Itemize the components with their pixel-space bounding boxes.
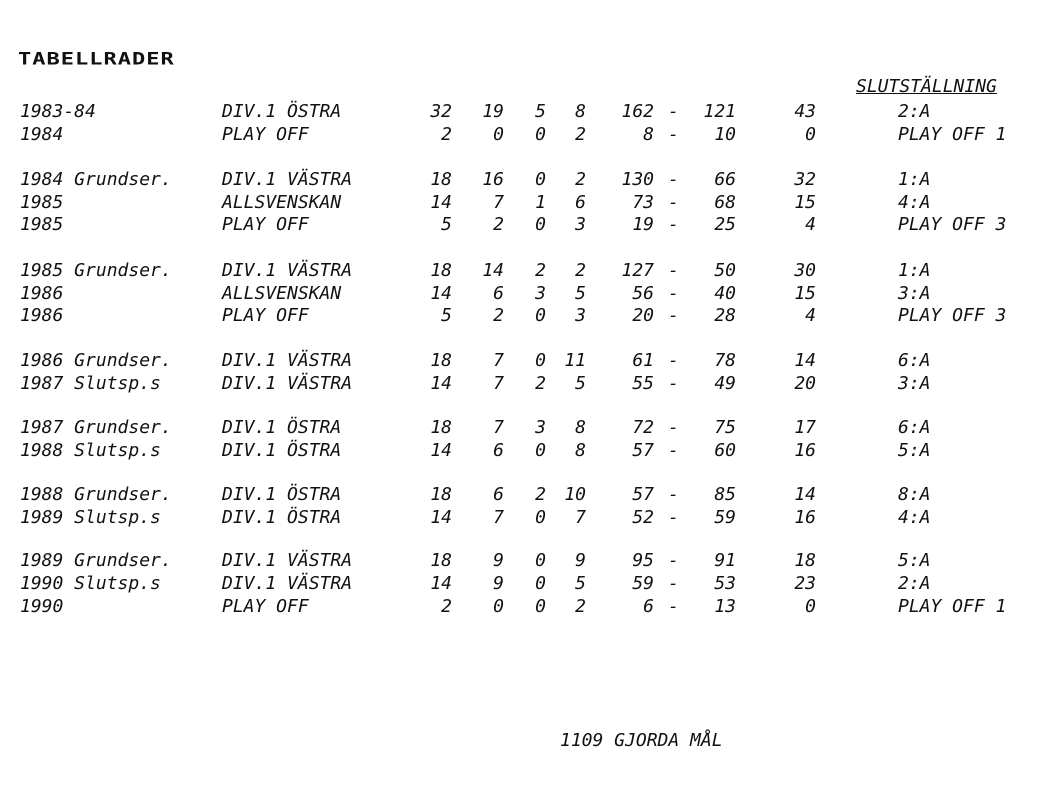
wins: 7 bbox=[493, 507, 504, 528]
wins: 7 bbox=[493, 192, 504, 213]
goals-against: 13 bbox=[714, 596, 736, 617]
table-row bbox=[0, 305, 1053, 327]
goals-for: 127 bbox=[621, 260, 654, 281]
games-played: 14 bbox=[430, 507, 452, 528]
table-row bbox=[0, 169, 1053, 191]
goal-separator: - bbox=[668, 417, 679, 438]
games-played: 14 bbox=[430, 573, 452, 594]
final-position: PLAY OFF 3 bbox=[898, 214, 1007, 235]
games-played: 14 bbox=[430, 283, 452, 304]
losses: 2 bbox=[575, 596, 586, 617]
goal-separator: - bbox=[668, 101, 679, 122]
goals-for: 57 bbox=[632, 484, 654, 505]
draws: 3 bbox=[535, 417, 546, 438]
points: 14 bbox=[794, 484, 816, 505]
goals-against: 25 bbox=[714, 214, 736, 235]
goals-against: 78 bbox=[714, 350, 736, 371]
final-position: 6:A bbox=[898, 417, 931, 438]
division-name: DIV.1 VÄSTRA bbox=[222, 373, 353, 394]
goals-for: 52 bbox=[632, 507, 654, 528]
games-played: 18 bbox=[430, 417, 452, 438]
table-row bbox=[0, 260, 1053, 282]
goals-for: 57 bbox=[632, 440, 654, 461]
final-position: 4:A bbox=[898, 507, 931, 528]
wins: 9 bbox=[493, 573, 504, 594]
table-row bbox=[0, 101, 1053, 123]
season-label: 1986 bbox=[20, 305, 64, 326]
final-position: 1:A bbox=[898, 260, 931, 281]
division-name: ALLSVENSKAN bbox=[222, 192, 342, 213]
wins: 7 bbox=[493, 350, 504, 371]
goals-against: 59 bbox=[714, 507, 736, 528]
points: 14 bbox=[794, 350, 816, 371]
goals-against: 85 bbox=[714, 484, 736, 505]
table-row bbox=[0, 192, 1053, 214]
goals-for: 95 bbox=[632, 550, 654, 571]
goals-against: 75 bbox=[714, 417, 736, 438]
goals-for: 55 bbox=[632, 373, 654, 394]
goals-for: 162 bbox=[621, 101, 654, 122]
division-name: DIV.1 ÖSTRA bbox=[222, 417, 342, 438]
games-played: 18 bbox=[430, 260, 452, 281]
goals-total: 1109 GJORDA MÅL bbox=[560, 730, 723, 751]
losses: 8 bbox=[575, 440, 586, 461]
draws: 2 bbox=[535, 484, 546, 505]
goals-against: 121 bbox=[703, 101, 736, 122]
losses: 8 bbox=[575, 101, 586, 122]
goals-against: 66 bbox=[714, 169, 736, 190]
season-label: 1990 Slutsp.s bbox=[20, 573, 161, 594]
wins: 16 bbox=[482, 169, 504, 190]
season-label: 1985 bbox=[20, 214, 64, 235]
draws: 0 bbox=[535, 550, 546, 571]
draws: 0 bbox=[535, 169, 546, 190]
wins: 0 bbox=[493, 596, 504, 617]
games-played: 2 bbox=[441, 596, 452, 617]
division-name: DIV.1 ÖSTRA bbox=[222, 484, 342, 505]
losses: 6 bbox=[575, 192, 586, 213]
final-position: 5:A bbox=[898, 440, 931, 461]
table-row bbox=[0, 350, 1053, 372]
table-row bbox=[0, 440, 1053, 462]
points: 30 bbox=[794, 260, 816, 281]
wins: 0 bbox=[493, 124, 504, 145]
final-position: PLAY OFF 1 bbox=[898, 124, 1007, 145]
draws: 2 bbox=[535, 373, 546, 394]
points: 4 bbox=[805, 305, 816, 326]
season-label: 1988 Grundser. bbox=[20, 484, 172, 505]
losses: 5 bbox=[575, 283, 586, 304]
points: 32 bbox=[794, 169, 816, 190]
season-label: 1990 bbox=[20, 596, 64, 617]
table-row bbox=[0, 596, 1053, 618]
points: 15 bbox=[794, 192, 816, 213]
division-name: PLAY OFF bbox=[222, 124, 309, 145]
games-played: 14 bbox=[430, 440, 452, 461]
goals-against: 68 bbox=[714, 192, 736, 213]
page-title: TABELLRADER bbox=[18, 50, 175, 69]
losses: 11 bbox=[564, 350, 586, 371]
wins: 6 bbox=[493, 484, 504, 505]
goal-separator: - bbox=[668, 550, 679, 571]
final-position: 2:A bbox=[898, 101, 931, 122]
points: 4 bbox=[805, 214, 816, 235]
goals-against: 50 bbox=[714, 260, 736, 281]
final-position: 8:A bbox=[898, 484, 931, 505]
draws: 3 bbox=[535, 283, 546, 304]
losses: 10 bbox=[564, 484, 586, 505]
division-name: DIV.1 ÖSTRA bbox=[222, 440, 342, 461]
final-position: 2:A bbox=[898, 573, 931, 594]
table-row bbox=[0, 507, 1053, 529]
final-position-header: SLUTSTÄLLNING bbox=[856, 76, 997, 97]
losses: 5 bbox=[575, 373, 586, 394]
losses: 7 bbox=[575, 507, 586, 528]
wins: 14 bbox=[482, 260, 504, 281]
season-label: 1983-84 bbox=[20, 101, 96, 122]
goal-separator: - bbox=[668, 192, 679, 213]
goals-for: 20 bbox=[632, 305, 654, 326]
draws: 0 bbox=[535, 507, 546, 528]
games-played: 5 bbox=[441, 214, 452, 235]
games-played: 32 bbox=[430, 101, 452, 122]
goals-against: 49 bbox=[714, 373, 736, 394]
games-played: 18 bbox=[430, 350, 452, 371]
final-position: 5:A bbox=[898, 550, 931, 571]
goal-separator: - bbox=[668, 260, 679, 281]
final-position: PLAY OFF 3 bbox=[898, 305, 1007, 326]
wins: 19 bbox=[482, 101, 504, 122]
wins: 2 bbox=[493, 305, 504, 326]
goals-against: 10 bbox=[714, 124, 736, 145]
season-label: 1985 bbox=[20, 192, 64, 213]
season-label: 1986 bbox=[20, 283, 64, 304]
goal-separator: - bbox=[668, 214, 679, 235]
division-name: DIV.1 VÄSTRA bbox=[222, 573, 353, 594]
goals-for: 61 bbox=[632, 350, 654, 371]
games-played: 18 bbox=[430, 550, 452, 571]
table-row bbox=[0, 373, 1053, 395]
table-row bbox=[0, 573, 1053, 595]
goals-against: 60 bbox=[714, 440, 736, 461]
season-label: 1984 Grundser. bbox=[20, 169, 172, 190]
table-row bbox=[0, 214, 1053, 236]
goals-for: 59 bbox=[632, 573, 654, 594]
table-row bbox=[0, 283, 1053, 305]
goals-against: 28 bbox=[714, 305, 736, 326]
points: 43 bbox=[794, 101, 816, 122]
goal-separator: - bbox=[668, 573, 679, 594]
goals-against: 53 bbox=[714, 573, 736, 594]
division-name: DIV.1 ÖSTRA bbox=[222, 507, 342, 528]
table-row bbox=[0, 550, 1053, 572]
points: 20 bbox=[794, 373, 816, 394]
points: 17 bbox=[794, 417, 816, 438]
goals-against: 91 bbox=[714, 550, 736, 571]
season-label: 1988 Slutsp.s bbox=[20, 440, 161, 461]
goals-for: 6 bbox=[643, 596, 654, 617]
goal-separator: - bbox=[668, 124, 679, 145]
points: 23 bbox=[794, 573, 816, 594]
goals-against: 40 bbox=[714, 283, 736, 304]
division-name: PLAY OFF bbox=[222, 596, 309, 617]
division-name: DIV.1 ÖSTRA bbox=[222, 101, 342, 122]
points: 16 bbox=[794, 440, 816, 461]
goal-separator: - bbox=[668, 373, 679, 394]
draws: 0 bbox=[535, 305, 546, 326]
table-row bbox=[0, 484, 1053, 506]
losses: 3 bbox=[575, 214, 586, 235]
draws: 0 bbox=[535, 124, 546, 145]
wins: 6 bbox=[493, 283, 504, 304]
goal-separator: - bbox=[668, 484, 679, 505]
losses: 5 bbox=[575, 573, 586, 594]
games-played: 18 bbox=[430, 169, 452, 190]
wins: 6 bbox=[493, 440, 504, 461]
final-position: 6:A bbox=[898, 350, 931, 371]
final-position: 3:A bbox=[898, 373, 931, 394]
losses: 2 bbox=[575, 124, 586, 145]
losses: 9 bbox=[575, 550, 586, 571]
division-name: ALLSVENSKAN bbox=[222, 283, 342, 304]
losses: 8 bbox=[575, 417, 586, 438]
goals-for: 8 bbox=[643, 124, 654, 145]
goals-for: 73 bbox=[632, 192, 654, 213]
final-position: 3:A bbox=[898, 283, 931, 304]
goal-separator: - bbox=[668, 440, 679, 461]
draws: 0 bbox=[535, 350, 546, 371]
wins: 7 bbox=[493, 417, 504, 438]
games-played: 18 bbox=[430, 484, 452, 505]
draws: 5 bbox=[535, 101, 546, 122]
season-label: 1986 Grundser. bbox=[20, 350, 172, 371]
season-label: 1987 Grundser. bbox=[20, 417, 172, 438]
season-label: 1984 bbox=[20, 124, 64, 145]
draws: 2 bbox=[535, 260, 546, 281]
points: 0 bbox=[805, 124, 816, 145]
division-name: PLAY OFF bbox=[222, 214, 309, 235]
draws: 0 bbox=[535, 596, 546, 617]
division-name: PLAY OFF bbox=[222, 305, 309, 326]
goal-separator: - bbox=[668, 507, 679, 528]
losses: 2 bbox=[575, 260, 586, 281]
division-name: DIV.1 VÄSTRA bbox=[222, 260, 353, 281]
draws: 1 bbox=[535, 192, 546, 213]
points: 18 bbox=[794, 550, 816, 571]
wins: 9 bbox=[493, 550, 504, 571]
games-played: 14 bbox=[430, 373, 452, 394]
goal-separator: - bbox=[668, 283, 679, 304]
draws: 0 bbox=[535, 440, 546, 461]
division-name: DIV.1 VÄSTRA bbox=[222, 350, 353, 371]
losses: 3 bbox=[575, 305, 586, 326]
table-row bbox=[0, 417, 1053, 439]
table-row bbox=[0, 124, 1053, 146]
wins: 2 bbox=[493, 214, 504, 235]
losses: 2 bbox=[575, 169, 586, 190]
draws: 0 bbox=[535, 214, 546, 235]
goals-for: 56 bbox=[632, 283, 654, 304]
final-position: 1:A bbox=[898, 169, 931, 190]
goal-separator: - bbox=[668, 596, 679, 617]
final-position: 4:A bbox=[898, 192, 931, 213]
final-position: PLAY OFF 1 bbox=[898, 596, 1007, 617]
season-label: 1987 Slutsp.s bbox=[20, 373, 161, 394]
wins: 7 bbox=[493, 373, 504, 394]
games-played: 14 bbox=[430, 192, 452, 213]
division-name: DIV.1 VÄSTRA bbox=[222, 550, 353, 571]
division-name: DIV.1 VÄSTRA bbox=[222, 169, 353, 190]
goals-for: 19 bbox=[632, 214, 654, 235]
games-played: 2 bbox=[441, 124, 452, 145]
games-played: 5 bbox=[441, 305, 452, 326]
goals-for: 72 bbox=[632, 417, 654, 438]
points: 15 bbox=[794, 283, 816, 304]
goal-separator: - bbox=[668, 305, 679, 326]
points: 0 bbox=[805, 596, 816, 617]
draws: 0 bbox=[535, 573, 546, 594]
season-label: 1985 Grundser. bbox=[20, 260, 172, 281]
goal-separator: - bbox=[668, 169, 679, 190]
season-label: 1989 Grundser. bbox=[20, 550, 172, 571]
goal-separator: - bbox=[668, 350, 679, 371]
points: 16 bbox=[794, 507, 816, 528]
season-label: 1989 Slutsp.s bbox=[20, 507, 161, 528]
goals-for: 130 bbox=[621, 169, 654, 190]
